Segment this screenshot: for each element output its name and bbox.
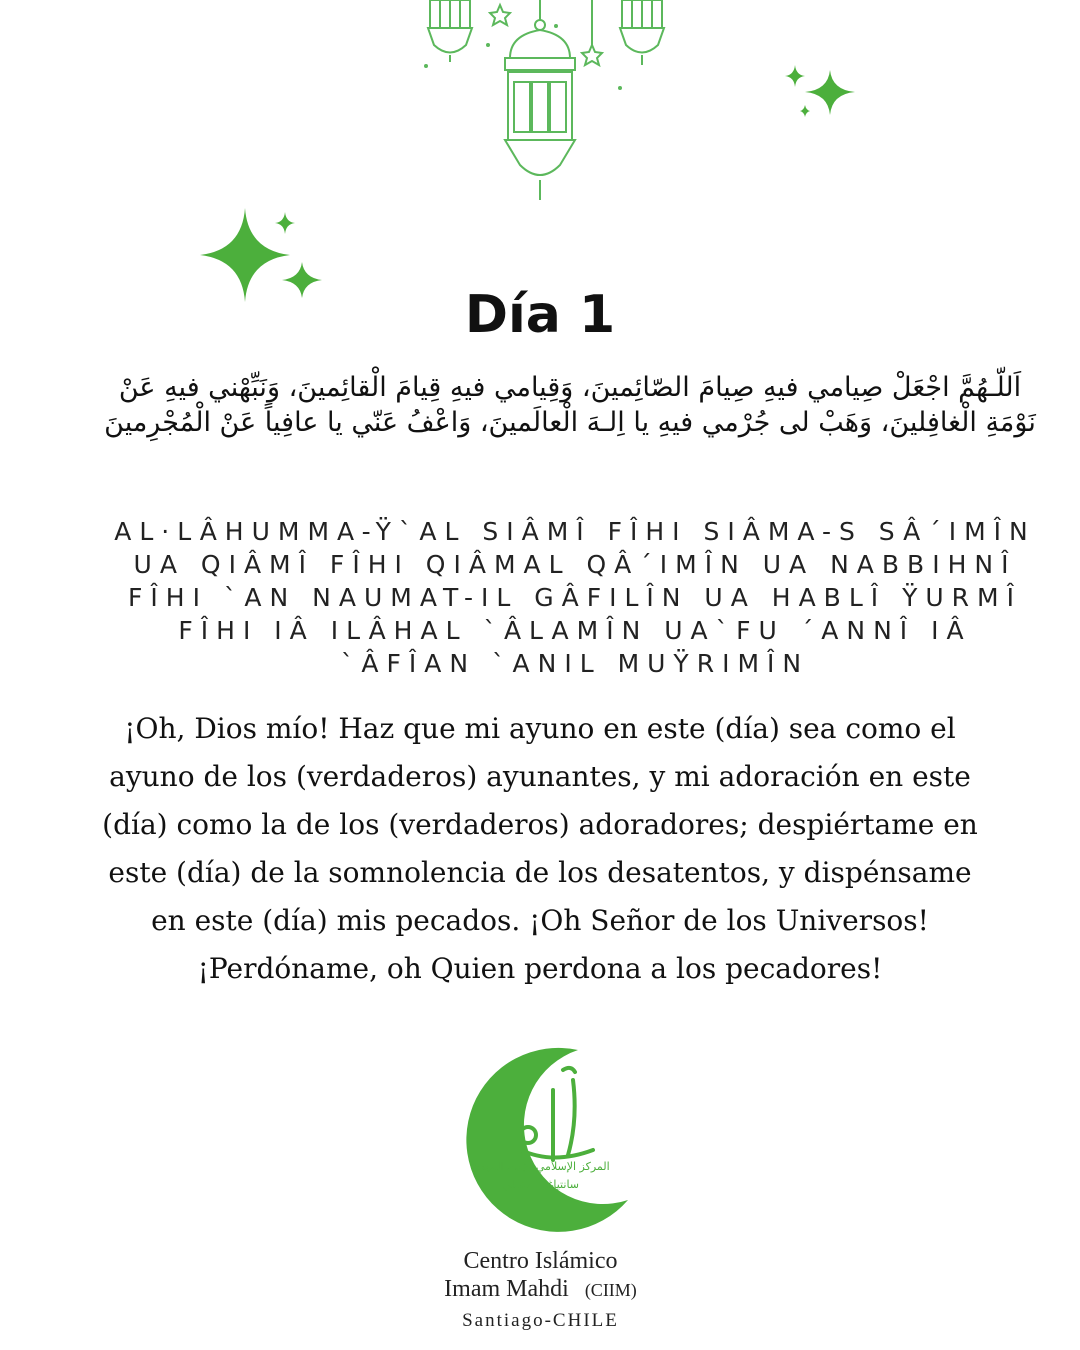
transliteration-text: AL·LÂHUMMA-Ÿ`AL SIÂMÎ FÎHI SIÂMA-S SÂ´IMÎN UA QIÂMÎ FÎHI QIÂMAL QÂ´IMÎN UA NABBIHNÎ FÎHI `AN NAUMAT-IL GÂFILÎN UA HABLÎ ŸURMÎ FÎHI IÂ ILÂHAL `ÂLAMÎN UA`FU ´ANNÎ IÂ `ÂFÎAN `ANIL MUŸRIMÎN <box>114 517 1036 678</box>
lantern-icon <box>620 0 664 65</box>
logo-name-line1: Centro Islámico <box>463 1248 618 1274</box>
arabic-prayer-text: اَللّـهُمَّ اجْعَلْ صِيامي فيهِ صِيامَ الصّائِمينَ، وَقِيامي فيهِ قِيامَ الْقائِمينَ، وَنَبِّهْني فيهِ عَنْ نَوْمَةِ الْغافِلينَ، وَهَبْ لى جُرْمي فيهِ يا اِلـهَ الْعالَمينَ، وَاعْفُ عَنّي يا عافِياً عَنْ الْمُجْرِمينَ <box>104 372 1036 438</box>
page-title: Día 1 <box>464 285 616 345</box>
lanterns-decoration <box>380 0 700 210</box>
lantern-icon <box>428 0 472 62</box>
star-icon <box>490 5 510 25</box>
spanish-translation-text: ¡Oh, Dios mío! Haz que mi ayuno en este (día) sea como el ayuno de los (verdaderos) ayunantes, y mi adoración en este (día) como la de los (verdaderos) adoradores; despiértame en este (día) de la somnolencia de los desatentos, y dispénsame en este (día) mis pecados. ¡Oh Señor de los Universos! ¡Perdóname, oh Quien perdona a los pecadores! <box>102 712 978 985</box>
logo-name: Imam Mahdi <box>444 1276 569 1302</box>
sparkle-icon <box>770 55 870 125</box>
logo-name-line2 <box>403 1276 678 1303</box>
logo-abbrev: (CIIM) <box>584 1280 637 1300</box>
logo-location: Santiago-CHILE <box>462 1310 619 1331</box>
logo-arabic-line1: المركز الإسلامي الإمام المهدي <box>471 1160 610 1173</box>
crescent-logo-icon <box>403 1040 678 1250</box>
logo <box>403 1040 678 1335</box>
star-icon <box>582 45 602 65</box>
lantern-icon <box>505 0 575 200</box>
logo-arabic-line2: سانتياغو - تشيلي <box>501 1178 580 1191</box>
